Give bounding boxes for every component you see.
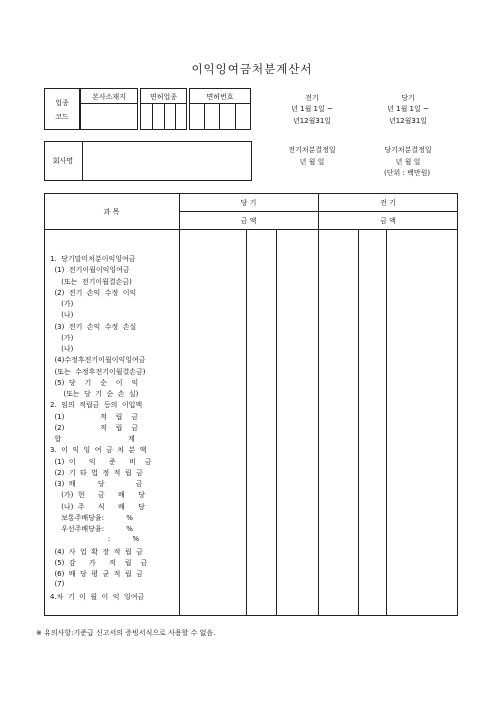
- col-current-amount: 금 액: [240, 217, 257, 225]
- table-row: (7): [50, 580, 65, 589]
- company-label: 회사명: [52, 157, 74, 165]
- table-row: 3. 이 익 잉 여 금 처 분 액: [50, 446, 147, 455]
- table-row: (6) 배 당 평 균 적 립 금: [50, 570, 143, 578]
- curr-settle-date: 년 월 일: [395, 158, 421, 166]
- hq-location-label: 본사소재지: [92, 93, 126, 101]
- table-row: (가): [50, 300, 74, 308]
- page-title: 이익잉여금처분계산서: [191, 62, 313, 76]
- table-row: 우선주배당율: %: [50, 525, 133, 533]
- table-row: 보통주배당율: %: [50, 513, 133, 522]
- prev-settle-label: 전기처분결정일: [288, 146, 336, 154]
- code-label: 코드: [55, 113, 69, 121]
- table-row: (2) 적 립 금: [50, 423, 139, 432]
- unit-label: (단위 : 백만원): [384, 169, 431, 177]
- table-row: (4)수정후전기이월이익잉여금: [50, 356, 146, 365]
- table-row: (3) 전기 손익 수정 손실: [50, 322, 137, 331]
- table-row: (2) 전기 손익 수정 이익: [50, 288, 137, 297]
- table-row: (5) 당 기 순 이 익: [50, 378, 139, 387]
- table-row: (나): [50, 311, 74, 320]
- table-row: 4.차 기 이 월 이 익 잉여금: [50, 592, 145, 601]
- table-row: (나) 주 식 배 당: [50, 502, 145, 511]
- table-row: (3) 배 당 금: [50, 480, 143, 488]
- table-row: (4) 사 업 확 장 적 립 금: [50, 547, 143, 556]
- table-row: (가): [50, 333, 74, 342]
- table-row: (5) 감 가 적 립 금: [50, 558, 148, 567]
- prev-period-to: 년12월31일: [292, 117, 332, 125]
- col-current-header: 당 기: [240, 199, 257, 207]
- table-row: 2. 임의 적립금 등의 이입액: [50, 401, 143, 410]
- table-row: 1. 당기말미처분이익잉여금: [50, 255, 136, 263]
- table-row: (1) 전기이월이익잉여금: [50, 266, 130, 275]
- business-type-label: 면허업종: [149, 93, 178, 101]
- table-row: (2) 기 타 법 정 적 립 금: [50, 468, 143, 477]
- curr-period-label: 당기: [401, 94, 415, 102]
- col-previous-header: 전 기: [380, 199, 396, 207]
- table-row: 합 계: [50, 435, 135, 443]
- table-row: (가) 현 금 배 당: [50, 491, 145, 500]
- table-row: (또는 전기이월결손금): [50, 277, 132, 286]
- table-row: (또는 당 기 순 손 실): [50, 390, 139, 398]
- industry-code-box: [44, 88, 80, 130]
- table-row: (1) 적 립 금: [50, 412, 139, 421]
- curr-period-to: 년12월31일: [388, 117, 428, 125]
- curr-period-from: 년 1월 1일 ~: [387, 105, 429, 113]
- prev-period-label: 전기: [305, 94, 319, 102]
- table-row: (또는 수정후전기이월결손금): [50, 367, 146, 376]
- license-no-label: 면허번호: [206, 93, 234, 101]
- table-row: (1) 이 익 준 비 금: [50, 457, 152, 466]
- col-previous-amount: 금 액: [380, 217, 396, 225]
- footnote: ※ 유의사항:기준급 신고서의 증빙서식으로 사용할 수 없음.: [36, 629, 216, 637]
- table-row: : %: [50, 535, 140, 544]
- curr-settle-label: 당기처분결정일: [384, 146, 432, 154]
- col-item-header: 과 목: [103, 208, 120, 216]
- industry-label: 업종: [55, 99, 69, 107]
- table-row: (나): [50, 345, 74, 353]
- prev-settle-date: 년 월 일: [299, 158, 325, 166]
- prev-period-from: 년 1월 1일 ~: [291, 105, 333, 113]
